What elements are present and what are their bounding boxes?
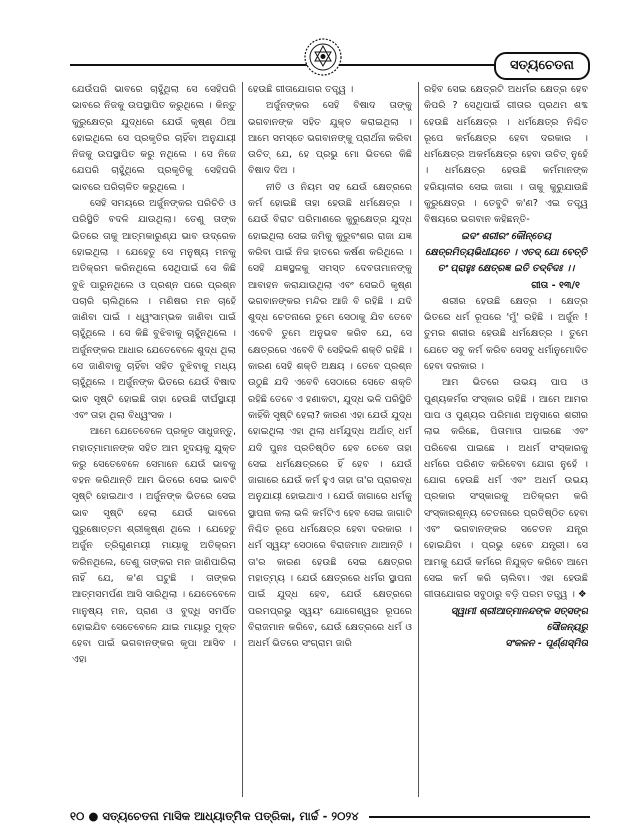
- column-divider: [418, 82, 419, 797]
- compiler-credit: ସଂକଳନ - ପୂର୍ଣ୍ଣସ୍ମିତା: [505, 638, 588, 650]
- paragraph: ଆମ ଭିତରେ ଉଭୟ ପାପ ଓ ପୁଣ୍ୟକର୍ମର ସଂସ୍କାର ରହିଛି । ଆମେ ଆମର ପାପ ଓ ପୁଣ୍ୟର ପରିମାଣ ଅନୁସାରେ ଶରୀର ଲାଭ କରିଛେ, ପିତାମାତା ପାଇଛେ ଏବଂ ପରିବେଶ ପାଇଛେ । ଅଧର୍ମ ସଂସ୍କାରକୁ ଧର୍ମରେ ପରିଣତ କରିବେବା ଯୋଗ ନୁହେଁ । ଯୋଗ ହେଉଛି ଧର୍ମ ଏବଂ ଅଧର୍ମ ଉଭୟ ପ୍ରକାର ସଂସ୍କାରକୁ ଅତିକ୍ରମ କରି ସଂସ୍କାରଶୂନ୍ୟ ଚେତନାରେ ପ୍ରତିଷ୍ଠିତ ହେବା ଏବଂ ଭଗବାନଙ୍କର ସଚେତନ ଯନ୍ତ୍ର ହୋଇଯିବା । ପ୍ରଭୁ ହେବେ ଯନ୍ତ୍ରୀ। ସେ ଆମକୁ ଯେଉଁ କର୍ମରେ ନିଯୁକ୍ତ କରିବେ ଆମେ ସେଇ କର୍ମ କରି ଚାଲିବା। ଏହା ହେଉଛି ଗୀତାଯୋଗର ସବୁଠାରୁ ବଡ଼ି ପରମ ତତ୍ତ୍ୱ । ❖: [424, 377, 588, 601]
- paragraph: ଅର୍ଜୁନଙ୍କର ସେହି ବିଷାଦ ତାଙ୍କୁ ଭଗବାନଙ୍କ ସହିତ ଯୁକ୍ତ କରାଇଥିଲା । ଆମେ ସମସ୍ତେ ଭଗବାନଙ୍କୁ ପ୍ରାର୍ଥନା କରିବା ଉଚିତ୍ ଯେ, ହେ ପ୍ରଭୁ ମୋ ଭିତରେ କିଛି ବିଷାଦ ଦିଅ ।: [248, 100, 412, 177]
- page-header: [70, 37, 590, 81]
- paragraph: ହେଉଛି ଗୀତାଯୋଗର ତତ୍ତ୍ୱ ।: [248, 84, 354, 95]
- verse-reference: ଗୀତା - ୧୩/୧: [531, 279, 580, 291]
- column-3: [424, 82, 588, 797]
- paragraph: ଆମେ ଯେତେବେଳେ ପ୍ରକୃତ ସାଧୁଜନ୍ତୁ, ମହାତ୍ମାମାନଙ୍କ ସହିତ ଆମ ହୃଦୟକୁ ଯୁକ୍ତ କରୁ ସେତେବେଳେ ସେମାନେ ଯେଉଁ ଭାବକୁ ବହନ କରିଥାନ୍ତି ଆମ ଭିତରେ ସେଇ ଭାବଟି ସୃଷ୍ଟି ହୋଇଥାଏ । ଅର୍ଜୁନଙ୍କ ଭିତରେ ସେଇ ଭାବ ସୃଷ୍ଟି ହେଲା ଯେଉଁ ଭାବରେ ପୁରୁଷୋତ୍ତମ ଶ୍ରୀକୃଷ୍ଣ ଥିଲେ । ଯେହେତୁ ଅର୍ଜୁନ ତ୍ରିଗୁଣମୟୀ ମାୟାକୁ ଅତିକ୍ରମ କରିନଥିଲେ, ତେଣୁ ତାଙ୍କର ମନ ଜାଣିପାରିଲା ନାହିଁ ଯେ, କ'ଣ ଘଟୁଛି । ତାଙ୍କର ଆତ୍ମସମର୍ପଣ ଆସି ସାରିଥିଲା । ଯେତେବେଳେ ମାନୁଷ୍ୟ ମନ, ପ୍ରାଣ ଓ ବୁଦ୍ଧି ସମର୍ପିତ ହୋଇଯିବ ସେତେବେଳେ ଯାଇ ମାୟାରୁ ମୁକ୍ତ ହେବା ପାଇଁ ଭଗବାନଙ୍କର କୃପା ଆସିବ । ଏହା: [72, 426, 236, 666]
- paragraph: ଶରୀର ହେଉଛି କ୍ଷେତ୍ର । କ୍ଷେତ୍ର ଭିତରେ ଧର୍ମ ରୂପରେ 'ମୁଁ' ରହିଛି । ଅର୍ଜୁନ ! ତୁମର ଶରୀର ହେଉଛି ଧର୍ମକ୍ଷେତ୍ର । ତୁମେ ଯେତେ ସବୁ କର୍ମ କରିବ ସେସବୁ ଧର୍ମାନୁମୋଦିତ ହେବା ଦରକାର ।: [424, 295, 588, 373]
- source-credit: ସ୍ୱାମୀ ଶ୍ରୀଆତ୍ମାନନ୍ଦଙ୍କ ସତ୍‌ସଙ୍ଗ ସୌଜନ୍ୟରୁ: [450, 605, 588, 633]
- column-1: [72, 82, 236, 797]
- column-2: [248, 82, 412, 797]
- paragraph: ସେହି ସମୟରେ ଅର୍ଜୁନଙ୍କର ପରିଚିତି ଓ ପରିସ୍ଥିତି ବଦଳି ଯାଉଥିଲା। ତେଣୁ ତାଙ୍କ ଭିତରେ ତାକୁ ଆତ୍ମକାରୁଣ୍ଯ ଭାବ ଉଦ୍ରେକ ହୋଇଥିଲା । ଯେହେତୁ ସେ ମନୁଷ୍ୟ ମନକୁ ଅତିକ୍ରମ କରିନଥିଲେ ସେଥିପାଇଁ ସେ କିଛି ବୁଝି ପାରୁନଥିଲେ ଓ ପ୍ରଶ୍ନ ପରେ ପ୍ରଶ୍ନ ପଚାରି ଚାଲିଥିଲେ । ମଣିଷର ମନ ଚାହେଁ ଜାଣିବା ପାଇଁ । ଧ୍ୱଂସାମ୍ଭକ ଜାଣିବା ପାଇଁ ଚାହୁଁଥିଲେ । ସେ କିଛି ବୁଝିବାକୁ ଚାହୁଁନଥିଲେ । ଅର୍ଜୁନଙ୍କର ଆଧାର ଯେତେବେଳେ ଶୁଦ୍ଧ ଥିଲା ସେ ଜାଣିବାକୁ ଚାହିଁବା ସହିତ ବୁଝିବାକୁ ମଧ୍ୟ ଚାହୁଁଥିଲେ । ଅର୍ଜୁନଙ୍କ ଭିତରେ ଯେଉଁ ବିଷାଦ ଭାବ ସୃଷ୍ଟି ହୋଇଛି ତାହା ହେଉଛି ଦୀର୍ଘସ୍ଥାୟୀ ଏବଂ ତାହା ଥିଲା ବିଧ୍ୱଂସକ ।: [72, 198, 236, 421]
- article-body: [72, 82, 588, 797]
- footer-page-info: ୧୦ ● ସତ୍ୟଚେତନା ମାସିକ ଆଧ୍ୟାତ୍ମିକ ପତ୍ରିକା, ମାର୍ଚ୍ଚ - ୨୦୨୪: [70, 807, 369, 825]
- page-footer: [70, 806, 590, 826]
- om-star-emblem-icon: [303, 37, 343, 77]
- paragraph: ରହିବ ସେଇ କ୍ଷେତ୍ରଟି ଅଧର୍ମର କ୍ଷେତ୍ର ହେବ କିପରି ? ସେଥିପାଇଁ ଗୀତାର ପ୍ରଥମ ଶବ୍ଦ ହେଉଛି ଧର୍ମକ୍ଷେତ୍ର । ଧର୍ମକ୍ଷେତ୍ର ନିଶ୍ଚିତ ରୂପେ କର୍ମକ୍ଷେତ୍ର ହେବା ଦରକାର । ଧର୍ମକ୍ଷେତ୍ର ଅକର୍ମକ୍ଷେତ୍ର ହେବା ଉଚିତ୍ ନୁହେଁ । ଧର୍ମକ୍ଷେତ୍ର ହେଉଛି କର୍ମମାନଙ୍କ ହରିୟାଳୀର ସେଇ ଜାଗା । ତାକୁ କୁରୁଯାଉଛି କୁରୁକ୍ଷେତ୍ର । ତେବୁଟି କ'ଣ? ଏଇ ତତ୍ତ୍ୱ ବିଷୟରେ ଭଗବାନ କହିଛନ୍ତି-: [424, 84, 588, 226]
- paragraph: ଯେଉଁପରି ଭାବରେ ଚାହୁଁଥିଲା ସେ ସେହିପରି ଭାବରେ ନିଜକୁ ଉପସ୍ଥାପିତ କରୁଥିଲେ । କିନ୍ତୁ କୁରୁକ୍ଷେତ୍ର ଯୁଦ୍ଧରେ ଯେଉଁ କୃଷ୍ଣ ଠିଆ ହୋଇଥିଲେ ସେ ପ୍ରକୃତିର ଚାହିଁବା ଅନୁଯାୟୀ ନିଜକୁ ଉପସ୍ଥାପିତ କରୁ ନଥିଲେ । ସେ ନିଜେ ଯେପରି ଚାହୁଁଥିଲେ ପ୍ରକୃତିକୁ ସେହିପରି ଭାବରେ ପରିଚାଳିତ କରୁଥିଲେ ।: [72, 84, 236, 193]
- magazine-brand-label: ସତ୍ୟଚେତନା: [494, 52, 590, 80]
- paragraph: ନୀତି ଓ ନିୟମ ସହ ଯେଉଁ କ୍ଷେତ୍ରରେ କର୍ମ ହୋଇଛି ତାହା ହେଉଛି ଧର୍ମକ୍ଷେତ୍ର । ଯେଉଁ ବିରାଟ ପରିମାଣରେ କୁରୁକ୍ଷେତ୍ର ଯୁଦ୍ଧ ହୋଇଥିଲା ସେଇ ଜମିକୁ କୁରୁବଂଶର ରାଜା ଯଜ୍ଞ କରିବା ପାଇଁ ନିଜ ହାତରେ କର୍ଷଣ କରିଥିଲେ । ସେହି ଯଜ୍ଞସ୍ଥଳକୁ ସମସ୍ତ ଦେବତାମାନଙ୍କୁ ଆବାହନ କରାଯାଉଥିଲା ଏବଂ ସେଇଠି କୃଷ୍ଣ ଭଗବାନଙ୍କର ମନ୍ଦିର ଆଜି ବି ରହିଛି । ଯଦି ଶୁଦ୍ଧ ଚେତନାରେ ତୁମେ ସେଠାକୁ ଯିବ ତେବେ ଏବେବି ତୁମେ ଅନୁଭବ କରିବ ଯେ, ସେ କ୍ଷେତ୍ରରେ ଏବେବି ବି ସେହିଭଳି ଶକ୍ତି ରହିଛି । କାରଣ ସେହି ଶକ୍ତି ଅକ୍ଷୟ । ତେବେ ପ୍ରଶ୍ନ ଉଠୁଛି ଯଦି ଏବେବି ସେଠାରେ ସେତେ ଶକ୍ତି ରହିଛି ତେବେ ଏ ହଣାକଟା, ଯୁଦ୍ଧ ଭଳି ପରିସ୍ଥିତି କାହିଁକି ସୃଷ୍ଟି ହେଲା? କାରଣ ଏହା ଯେଉଁ ଯୁଦ୍ଧ ହୋଇଥିଲା ଏହା ଥିଲା ଧର୍ମଯୁଦ୍ଧ ଅର୍ଥାତ୍ ଧର୍ମ ଯଦି ପୁନଃ ପ୍ରତିଷ୍ଠିତ ହେବ ତେବେ ତାହା ସେଇ ଧର୍ମକ୍ଷେତ୍ରରେ ହିଁ ହେବ । ଯେଉଁ ଜାଗାରେ ଯେଉଁ କର୍ମ ହୁଏ ତାହା ତା'ର ପ୍ରାରବ୍ଧ ଅନୁଯାୟୀ ହୋଇଥାଏ । ଯେଉଁ ଜାଗାରେ ଧର୍ମକୁ ସ୍ଥାପନା କଲା ଭଳି କର୍ମଟିଏ ହେବ ସେଇ ଜାଗାଟି ନିଶ୍ଚିତ ରୂପେ ଧର୍ମକ୍ଷେତ୍ର ହେବା ଦରକାର । ଧର୍ମ ସ୍ୱୟଂ ସେଠାରେ ବିରାଜମାନ ଥାଆନ୍ତି । ତା'ର କାରଣ ହେଉଛି ସେଇ କ୍ଷେତ୍ରର ମହାତ୍ମ୍ୟ । ଯେଉଁ କ୍ଷେତ୍ରରେ ଧର୍ମର ସ୍ଥାପନା ପାଇଁ ଯୁଦ୍ଧ ହେବ, ଯେଉଁ କ୍ଷେତ୍ରରେ ପରମପ୍ରଭୁ ସ୍ୱୟଂ ଯୋଗେଶ୍ୱର ରୂପରେ ବିରାଜମାନ କରିବେ, ଯେଉଁ କ୍ଷେତ୍ରରେ ଧର୍ମ ଓ ଅଧର୍ମ ଭିତରେ ସଂଗ୍ରାମ ଜାରି: [248, 181, 412, 650]
- gita-verse: ଇଦଂ ଶରୀରଂ କୌନ୍ତେୟ କ୍ଷେତ୍ରମିତ୍ୟଭିଧୀୟତେ । ଏତଦ୍ ଯୋ ବେତ୍ତି ତଂ ପ୍ରାହୁଃ କ୍ଷେତ୍ରଜ୍ଞ ଇତି ତଦ୍‌ବିଦଃ ।।: [425, 230, 587, 275]
- column-divider: [242, 82, 243, 797]
